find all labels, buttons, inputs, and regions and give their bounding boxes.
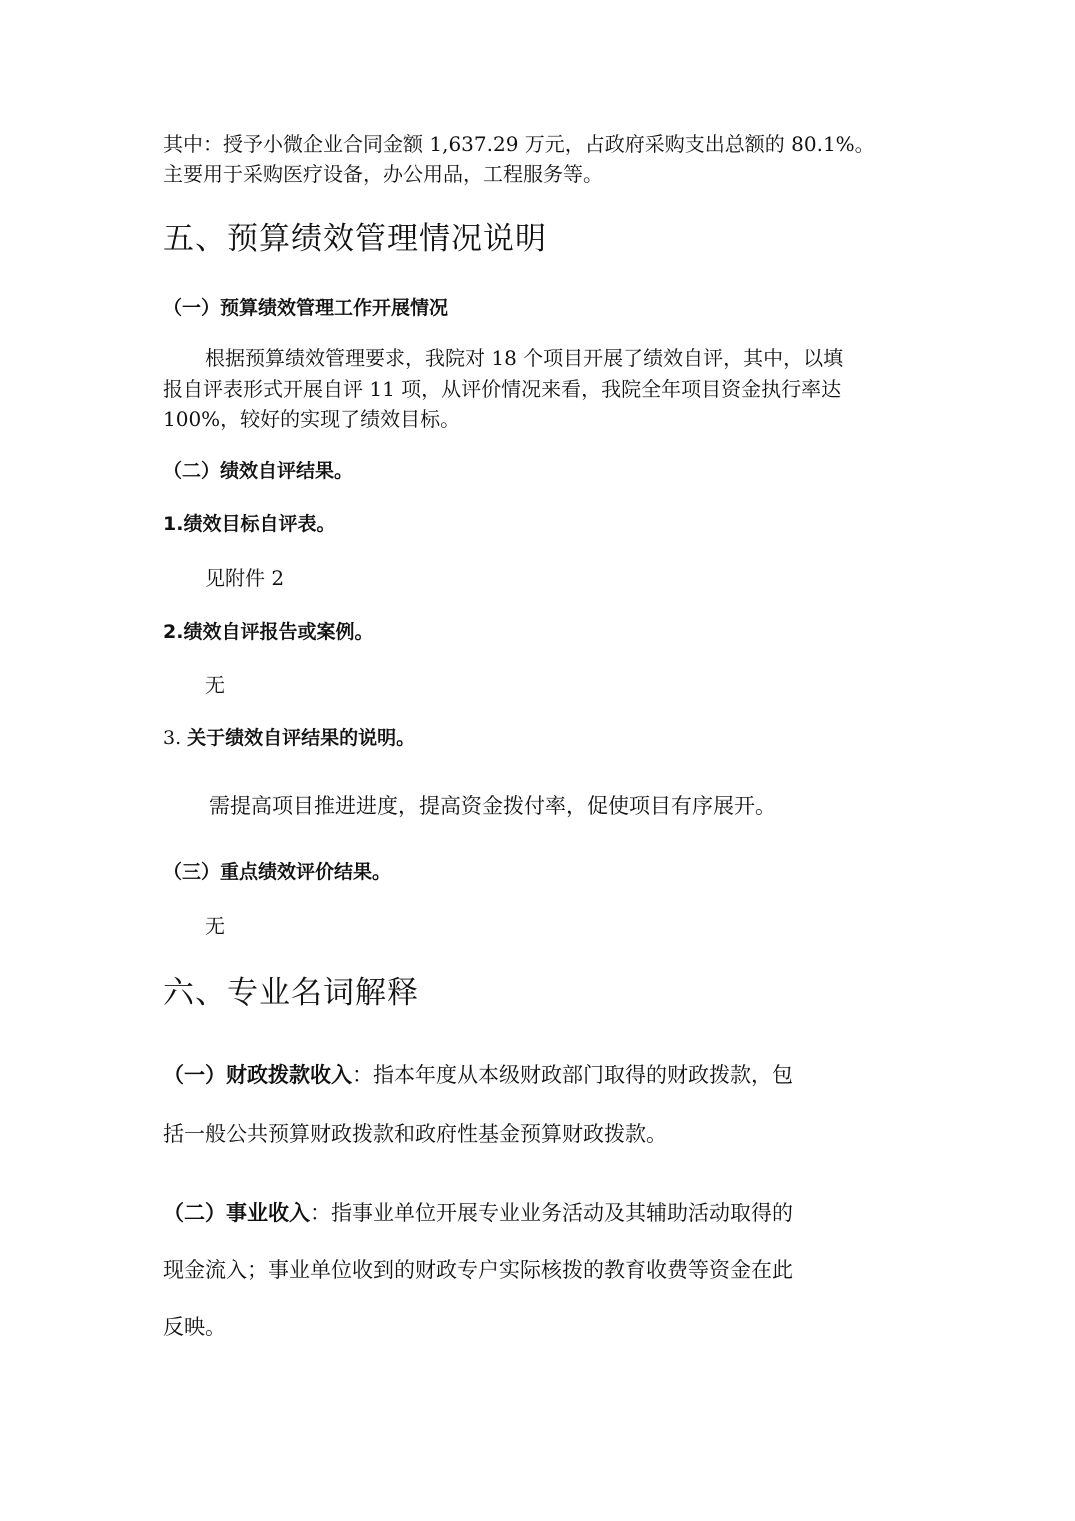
item-2-heading: 2.绩效自评报告或案例。 [163,621,374,643]
definition-1-term: 财政拨款收入 [226,1063,352,1087]
intro-line-1: 其中：授予小微企业合同金额 1,637.29 万元，占政府采购支出总额的 80.1%。 [163,132,875,156]
section-5-sub-3-heading: （三）重点绩效评价结果。 [163,861,392,883]
definition-2-term: 事业收入 [226,1201,310,1225]
item-3-heading: 关于绩效自评结果的说明。 [187,727,416,749]
intro-line-2: 主要用于采购医疗设备，办公用品，工程服务等。 [163,162,603,186]
item-3-heading-row [163,724,415,752]
definition-2-line-3: 反映。 [163,1315,226,1339]
section-6-heading: 六、专业名词解释 [163,975,419,1011]
definition-1-prefix: （一） [163,1063,226,1087]
section-5-sub-1-heading: （一）预算绩效管理工作开展情况 [163,297,449,319]
definition-1-text: ：指本年度从本级财政部门取得的财政拨款，包 [352,1063,793,1087]
definition-1-line-2: 括一般公共预算财政拨款和政府性基金预算财政拨款。 [163,1122,667,1146]
item-2-content: 无 [205,673,225,697]
item-1-heading: 1.绩效目标自评表。 [163,513,336,535]
definition-2-line-2: 现金流入；事业单位收到的财政专户实际核拨的教育收费等资金在此 [163,1258,793,1282]
definition-1-line-1 [163,1060,793,1090]
item-1-content: 见附件 2 [205,566,285,590]
section-5-sub-1-paragraph-line-2: 报自评表形式开展自评 11 项，从评价情况来看，我院全年项目资金执行率达 [163,377,842,401]
item-3-content: 需提高项目推进进度，提高资金拨付率，促使项目有序展开。 [209,794,776,818]
definition-2-text: ：指事业单位开展专业业务活动及其辅助活动取得的 [310,1201,793,1225]
definition-2-prefix: （二） [163,1201,226,1225]
section-5-sub-1-paragraph-line-1: 根据预算绩效管理要求，我院对 18 个项目开展了绩效自评，其中，以填 [205,346,844,370]
section-5-sub-1-paragraph-line-3: 100%，较好的实现了绩效目标。 [163,407,461,431]
definition-2-line-1 [163,1198,793,1228]
section-5-sub-3-content: 无 [205,914,225,938]
item-3-number: 3. [163,727,188,749]
section-5-sub-2-heading: （二）绩效自评结果。 [163,460,354,482]
section-5-heading: 五、预算绩效管理情况说明 [163,221,547,257]
